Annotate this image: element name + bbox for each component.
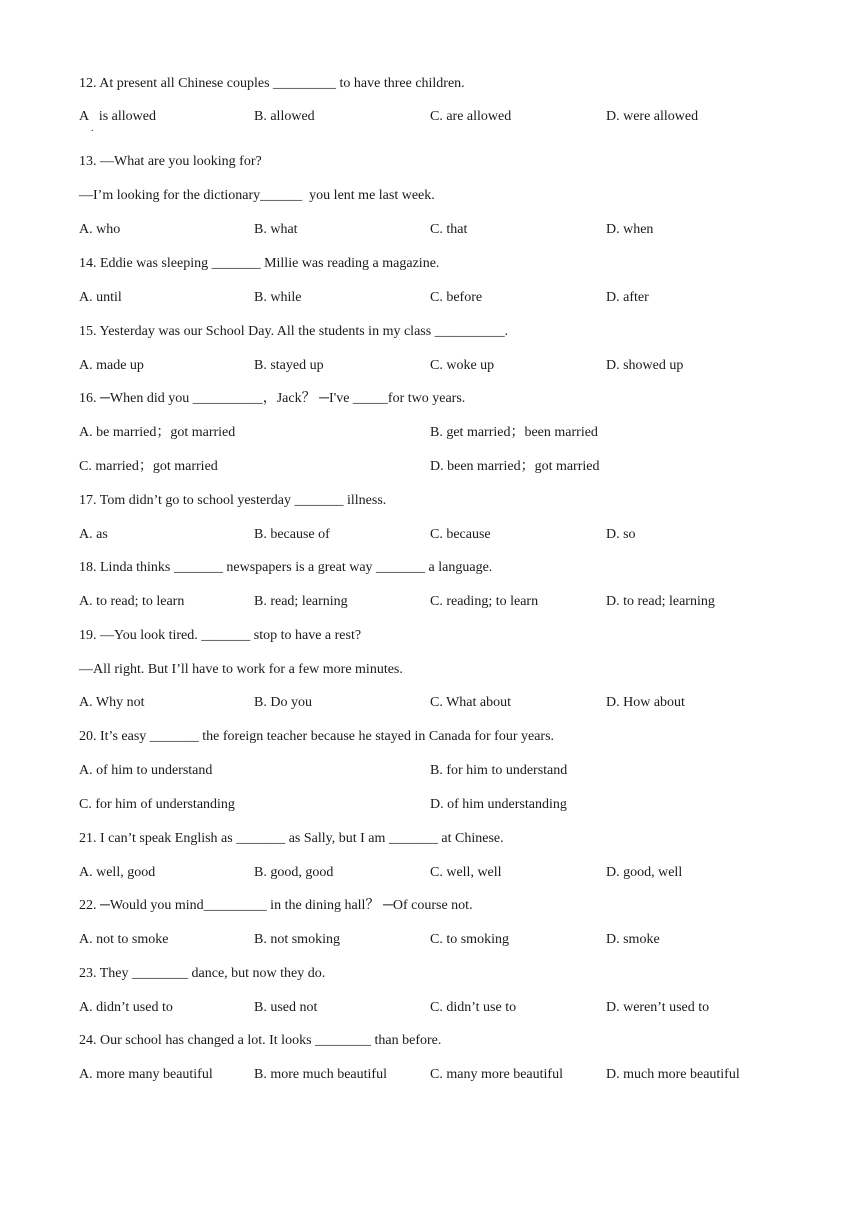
question-19-stem-line-2: —All right. But I’ll have to work for a few more minutes. [79,662,403,677]
option-b: B. more much beautiful [254,1067,387,1082]
question-15-stem: 15. Yesterday was our School Day. All the students in my class __________. [79,324,509,339]
option-d: D. How about [606,695,685,710]
question-12-options [79,108,799,134]
option-c: C. that [430,222,468,237]
question-18-stem: 18. Linda thinks _______ newspapers is a great way _______ a language. [79,560,493,575]
option-a: A. be married；got married [79,425,236,440]
question-13-options [79,221,799,239]
option-d: D. so [606,527,636,542]
option-c: C. reading; to learn [430,594,539,609]
question-13-stem-line-2: —I’m looking for the dictionary______ you lent me last week. [79,188,435,203]
option-a: A. of him to understand [79,763,213,778]
option-d: D. smoke [606,932,660,947]
option-d: D. when [606,222,654,237]
question-20-options-row-1 [79,762,799,780]
option-c: C. before [430,290,483,305]
question-13-stem: 13. —What are you looking for? [79,154,262,169]
option-d: D. much more beautiful [606,1067,740,1082]
option-c: C. married；got married [79,459,218,474]
question-20-stem: 20. It’s easy _______ the foreign teacher because he stayed in Canada for four years. [79,729,555,744]
option-b: B. read; learning [254,594,348,609]
question-22-stem: 22. ─Would you mind_________ in the dining hall？ ─Of course not. [79,898,473,913]
option-c: C. because [430,527,491,542]
question-21-stem: 21. I can’t speak English as _______ as Sally, but I am _______ at Chinese. [79,831,504,846]
option-d: D. after [606,290,649,305]
question-14-stem: 14. Eddie was sleeping _______ Millie was reading a magazine. [79,256,440,271]
option-c: C. woke up [430,358,495,373]
question-18-options [79,593,799,611]
option-b: B. Do you [254,695,312,710]
option-d: D. to read; learning [606,594,715,609]
option-a: A. well, good [79,865,156,880]
option-d: D. showed up [606,358,684,373]
option-b: B. while [254,290,302,305]
option-a: A. until [79,290,122,305]
option-a: A. didn’t used to [79,1000,173,1015]
option-b: B. what [254,222,298,237]
question-17-options [79,526,799,544]
question-20-options-row-2 [79,796,799,814]
option-a: A. more many beautiful [79,1067,213,1082]
option-c: C. many more beautiful [430,1067,563,1082]
option-a: A is allowed [79,109,156,124]
option-b: B. for him to understand [430,763,568,778]
option-d: D. of him understanding [430,797,567,812]
question-21-options [79,864,799,882]
option-d: D. weren’t used to [606,1000,710,1015]
option-b: B. good, good [254,865,334,880]
question-14-options [79,289,799,307]
option-b: B. because of [254,527,330,542]
option-c: C. didn’t use to [430,1000,517,1015]
question-16-options-row-2 [79,458,799,476]
question-16-options-row-1 [79,424,799,442]
option-d: D. were allowed [606,109,699,124]
option-a: A. not to smoke [79,932,169,947]
option-a: A. to read; to learn [79,594,185,609]
question-23-stem: 23. They ________ dance, but now they do. [79,966,326,981]
option-c: C. to smoking [430,932,509,947]
option-b: B. used not [254,1000,318,1015]
option-c: C. What about [430,695,512,710]
question-15-options [79,357,799,375]
question-19-stem: 19. —You look tired. _______ stop to have a rest? [79,628,362,643]
option-d: D. been married；got married [430,459,600,474]
question-19-options [79,694,799,712]
question-23-options [79,999,799,1017]
option-b: B. not smoking [254,932,340,947]
option-a: A. made up [79,358,144,373]
option-b: B. allowed [254,109,315,124]
option-c: C. well, well [430,865,502,880]
question-17-stem: 17. Tom didn’t go to school yesterday _______ illness. [79,493,387,508]
option-b: B. get married；been married [430,425,598,440]
option-a: A. who [79,222,121,237]
option-d: D. good, well [606,865,683,880]
option-a: A. as [79,527,108,542]
question-22-options [79,931,799,949]
stray-mark: . [91,123,94,134]
question-24-stem: 24. Our school has changed a lot. It looks ________ than before. [79,1033,442,1048]
question-12-stem: 12. At present all Chinese couples _________ to have three children. [79,76,465,91]
option-b: B. stayed up [254,358,324,373]
option-c: C. are allowed [430,109,512,124]
option-c: C. for him of understanding [79,797,235,812]
question-24-options [79,1066,799,1084]
question-16-stem: 16. ─When did you __________，Jack？ ─I've _____for two years. [79,391,466,406]
option-a: A. Why not [79,695,145,710]
